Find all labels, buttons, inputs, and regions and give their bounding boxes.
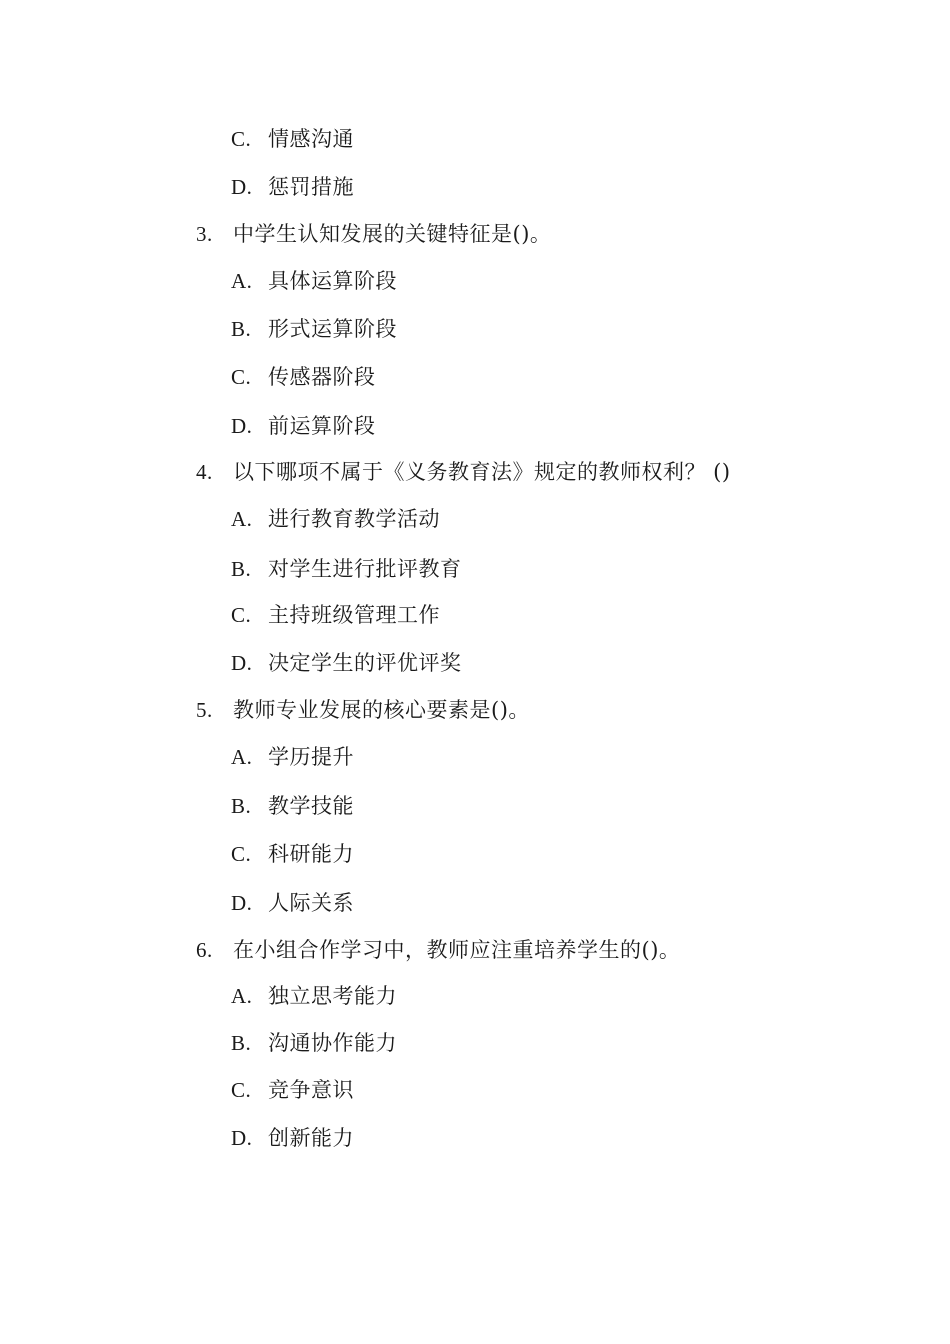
option-text: 竞争意识 — [268, 1078, 354, 1102]
option-line — [231, 412, 376, 440]
option-text: 学历提升 — [268, 745, 354, 769]
option-label: C. — [231, 842, 252, 866]
option-line — [231, 743, 354, 771]
option-text: 人际关系 — [268, 891, 354, 915]
option-text: 独立思考能力 — [268, 984, 397, 1008]
option-line — [231, 1076, 354, 1104]
option-text: 对学生进行批评教育 — [268, 557, 462, 581]
option-text: 进行教育教学活动 — [268, 507, 440, 531]
option-label: A. — [231, 507, 253, 531]
option-label: D. — [231, 651, 253, 675]
option-label: B. — [231, 1031, 252, 1055]
option-label: D. — [231, 1126, 253, 1150]
option-label: D. — [231, 891, 253, 915]
option-text: 决定学生的评优评奖 — [268, 651, 462, 675]
option-line — [231, 889, 354, 917]
question-line — [196, 220, 551, 248]
option-label: D. — [231, 175, 253, 199]
question-text: 中学生认知发展的关键特征是()。 — [233, 222, 552, 246]
option-text: 具体运算阶段 — [268, 269, 397, 293]
question-text: 以下哪项不属于《义务教育法》规定的教师权利？ () — [233, 460, 731, 484]
option-line — [231, 555, 462, 583]
question-line — [196, 458, 731, 486]
option-text: 科研能力 — [268, 842, 354, 866]
question-text: 教师专业发展的核心要素是()。 — [233, 698, 530, 722]
question-number: 4. — [196, 460, 213, 484]
option-label: C. — [231, 603, 252, 627]
option-text: 主持班级管理工作 — [268, 603, 440, 627]
option-label: A. — [231, 745, 253, 769]
option-line — [231, 267, 397, 295]
option-text: 沟通协作能力 — [268, 1031, 397, 1055]
option-line — [231, 125, 354, 153]
option-label: C. — [231, 1078, 252, 1102]
option-line — [231, 173, 354, 201]
option-line — [231, 840, 354, 868]
option-text: 创新能力 — [268, 1126, 354, 1150]
option-text: 传感器阶段 — [268, 365, 376, 389]
question-number: 3. — [196, 222, 213, 246]
question-number: 5. — [196, 698, 213, 722]
option-text: 情感沟通 — [268, 127, 354, 151]
option-label: C. — [231, 365, 252, 389]
option-line — [231, 1029, 397, 1057]
option-line — [231, 982, 397, 1010]
question-line — [196, 936, 680, 964]
option-label: D. — [231, 414, 253, 438]
option-label: B. — [231, 557, 252, 581]
option-line — [231, 649, 462, 677]
option-text: 形式运算阶段 — [268, 317, 397, 341]
option-line — [231, 315, 397, 343]
option-line — [231, 601, 440, 629]
option-text: 前运算阶段 — [268, 414, 376, 438]
question-text: 在小组合作学习中，教师应注重培养学生的()。 — [233, 938, 681, 962]
option-line — [231, 363, 376, 391]
option-label: C. — [231, 127, 252, 151]
question-line — [196, 696, 530, 724]
option-line — [231, 792, 354, 820]
option-label: B. — [231, 794, 252, 818]
option-text: 教学技能 — [268, 794, 354, 818]
option-line — [231, 505, 440, 533]
option-label: B. — [231, 317, 252, 341]
option-label: A. — [231, 269, 253, 293]
option-text: 惩罚措施 — [268, 175, 354, 199]
option-line — [231, 1124, 354, 1152]
option-label: A. — [231, 984, 253, 1008]
question-number: 6. — [196, 938, 213, 962]
